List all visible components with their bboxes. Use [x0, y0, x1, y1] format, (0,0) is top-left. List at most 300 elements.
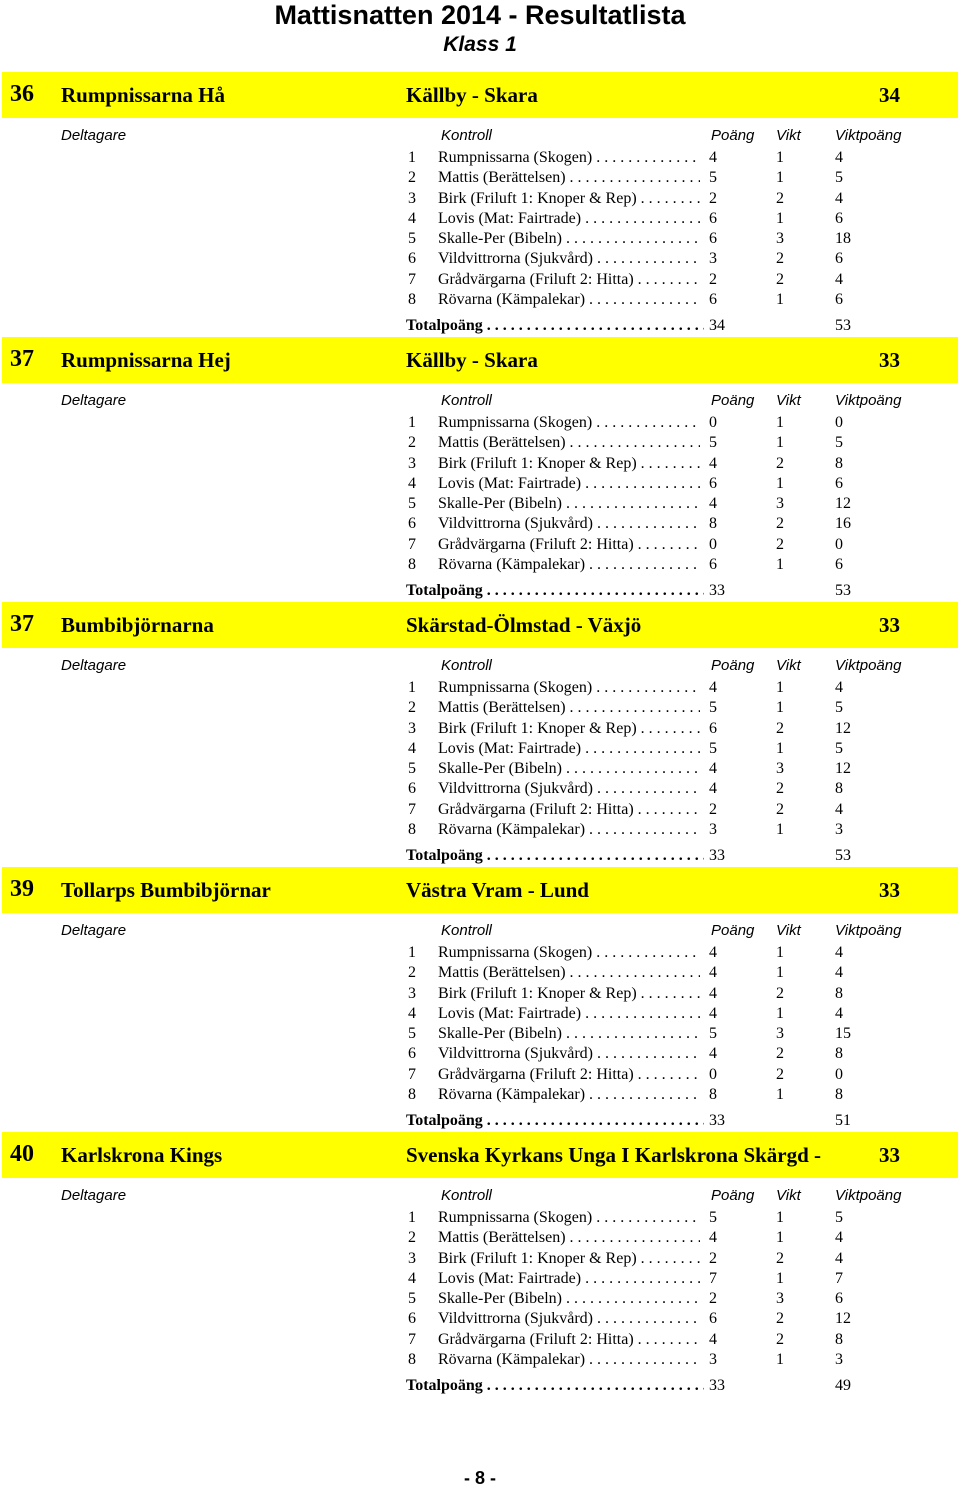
- control-weighted-points: 0: [835, 535, 843, 553]
- team-club: Svenska Kyrkans Unga I Karlskrona Skärgd -: [406, 1143, 822, 1167]
- total-weighted-points: 53: [835, 582, 851, 599]
- control-weight: 2: [776, 1045, 784, 1063]
- control-name: Birk (Friluft 1: Knoper & Rep) . . .: [438, 454, 700, 474]
- page-subtitle: Klass 1: [443, 33, 517, 56]
- team-name: Karlskrona Kings: [61, 1143, 223, 1167]
- table-row: [0, 1228, 960, 1248]
- control-points: 6: [709, 719, 717, 737]
- control-points: 4: [709, 1004, 717, 1022]
- control-points: 4: [709, 679, 717, 696]
- control-number: 5: [408, 760, 416, 778]
- control-points: 4: [709, 760, 717, 778]
- table-row: [0, 943, 960, 963]
- control-name: Lovis (Mat: Fairtrade) . . .: [438, 739, 700, 759]
- control-name: Rövarna (Kämpalekar) . . .: [438, 1350, 700, 1370]
- control-points: 4: [709, 1045, 717, 1063]
- control-weighted-points: 5: [835, 699, 843, 717]
- total-row: [0, 581, 960, 601]
- control-number: 8: [408, 821, 416, 839]
- table-row: [0, 739, 960, 759]
- team-block: [0, 72, 960, 337]
- control-name: Rumpnissarna (Skogen) . . .: [438, 148, 700, 168]
- control-number: 1: [408, 414, 416, 431]
- control-points: 2: [709, 1249, 717, 1267]
- table-row: [0, 189, 960, 209]
- control-points: 4: [709, 944, 717, 961]
- column-header-viktpoang: Viktpoäng: [835, 1187, 902, 1204]
- control-points: 6: [709, 1310, 717, 1328]
- table-row: [0, 1309, 960, 1329]
- control-rows: [0, 1208, 960, 1370]
- control-weight: 1: [776, 169, 784, 187]
- table-row: [0, 1044, 960, 1064]
- control-points: 6: [709, 230, 717, 248]
- control-weighted-points: 6: [835, 1290, 843, 1308]
- control-number: 6: [408, 780, 416, 798]
- team-name: Rumpnissarna Hå: [61, 83, 225, 107]
- control-number: 2: [408, 1229, 416, 1247]
- column-header-deltagare: Deltagare: [61, 392, 127, 409]
- column-header-kontroll: Kontroll: [441, 127, 492, 144]
- control-weighted-points: 6: [835, 291, 843, 309]
- control-name: Skalle-Per (Bibeln) . . .: [438, 229, 700, 249]
- control-points: 3: [709, 250, 717, 268]
- control-number: 3: [408, 984, 416, 1002]
- control-name: Mattis (Berättelsen) . . .: [438, 168, 700, 188]
- control-number: 8: [408, 291, 416, 309]
- column-header-kontroll: Kontroll: [441, 657, 492, 674]
- control-weighted-points: 4: [835, 1229, 843, 1247]
- total-points: 33: [709, 1377, 725, 1394]
- control-weighted-points: 15: [835, 1025, 851, 1043]
- column-header-vikt: Vikt: [776, 127, 801, 144]
- control-points: 2: [709, 1290, 717, 1308]
- control-points: 6: [709, 556, 717, 574]
- control-points: 5: [709, 1025, 717, 1043]
- control-number: 4: [408, 739, 416, 757]
- control-name: Rövarna (Kämpalekar) . . .: [438, 555, 700, 575]
- control-points: 4: [709, 454, 717, 472]
- control-points: 5: [709, 434, 717, 452]
- control-weighted-points: 4: [835, 800, 843, 818]
- control-weight: 2: [776, 454, 784, 472]
- control-name: Rumpnissarna (Skogen) . . .: [438, 413, 700, 433]
- control-weighted-points: 8: [835, 780, 843, 798]
- control-name: Vildvittrorna (Sjukvård) . . .: [438, 1044, 700, 1064]
- control-name: Lovis (Mat: Fairtrade) . . .: [438, 1269, 700, 1289]
- control-name: Skalle-Per (Bibeln) . . .: [438, 1289, 700, 1309]
- control-weight: 3: [776, 760, 784, 778]
- table-row: [0, 1208, 960, 1228]
- control-number: 7: [408, 800, 416, 818]
- table-row: [0, 514, 960, 534]
- table-row: [0, 413, 960, 433]
- total-weighted-points: 53: [835, 317, 851, 334]
- control-weighted-points: 0: [835, 414, 843, 431]
- column-headers: [0, 656, 960, 676]
- total-weighted-points: 51: [835, 1112, 851, 1129]
- control-number: 5: [408, 1290, 416, 1308]
- table-row: [0, 290, 960, 310]
- total-row: [0, 1376, 960, 1396]
- control-name: Rumpnissarna (Skogen) . . .: [438, 678, 700, 698]
- total-label: Totalpoäng . . .: [406, 1111, 704, 1131]
- team-header: [2, 867, 958, 913]
- control-weighted-points: 8: [835, 984, 843, 1002]
- control-number: 7: [408, 1330, 416, 1348]
- control-name: Birk (Friluft 1: Knoper & Rep) . . .: [438, 719, 700, 739]
- control-name: Grådvärgarna (Friluft 2: Hitta) . . .: [438, 800, 700, 820]
- column-header-vikt: Vikt: [776, 392, 801, 409]
- table-row: [0, 1085, 960, 1105]
- control-weighted-points: 4: [835, 270, 843, 288]
- control-points: 4: [709, 149, 717, 166]
- control-number: 2: [408, 169, 416, 187]
- table-row: [0, 535, 960, 555]
- control-number: 5: [408, 1025, 416, 1043]
- control-points: 4: [709, 495, 717, 513]
- control-name: Grådvärgarna (Friluft 2: Hitta) . . .: [438, 535, 700, 555]
- control-weight: 1: [776, 679, 784, 696]
- column-header-viktpoang: Viktpoäng: [835, 392, 902, 409]
- column-header-poang: Poäng: [711, 657, 755, 674]
- column-header-poang: Poäng: [711, 127, 755, 144]
- column-header-vikt: Vikt: [776, 922, 801, 939]
- control-number: 2: [408, 699, 416, 717]
- control-weight: 1: [776, 1004, 784, 1022]
- control-weight: 1: [776, 1269, 784, 1287]
- control-weighted-points: 8: [835, 1330, 843, 1348]
- control-number: 1: [408, 1209, 416, 1226]
- table-row: [0, 1330, 960, 1350]
- total-label: Totalpoäng . . .: [406, 581, 704, 601]
- control-weight: 1: [776, 209, 784, 227]
- control-weighted-points: 6: [835, 209, 843, 227]
- control-weighted-points: 12: [835, 760, 851, 778]
- control-weighted-points: 8: [835, 1045, 843, 1063]
- table-row: [0, 1350, 960, 1370]
- table-row: [0, 209, 960, 229]
- control-rows: [0, 943, 960, 1105]
- control-name: Grådvärgarna (Friluft 2: Hitta) . . .: [438, 270, 700, 290]
- control-weight: 1: [776, 944, 784, 961]
- control-points: 0: [709, 535, 717, 553]
- control-number: 8: [408, 1351, 416, 1369]
- control-weight: 1: [776, 1351, 784, 1369]
- control-number: 3: [408, 719, 416, 737]
- team-rank: 37: [10, 346, 34, 372]
- control-weighted-points: 4: [835, 189, 843, 207]
- column-header-vikt: Vikt: [776, 1187, 801, 1204]
- control-name: Lovis (Mat: Fairtrade) . . .: [438, 474, 700, 494]
- control-weighted-points: 8: [835, 1086, 843, 1104]
- control-weight: 1: [776, 964, 784, 982]
- table-row: [0, 984, 960, 1004]
- team-rank: 37: [10, 611, 34, 637]
- control-weighted-points: 16: [835, 515, 851, 533]
- control-weighted-points: 0: [835, 1065, 843, 1083]
- table-row: [0, 1269, 960, 1289]
- control-points: 4: [709, 984, 717, 1002]
- control-name: Birk (Friluft 1: Knoper & Rep) . . .: [438, 1249, 700, 1269]
- team-rank: 39: [10, 876, 34, 902]
- team-rank: 36: [10, 81, 34, 107]
- control-number: 5: [408, 495, 416, 513]
- team-name: Bumbibjörnarna: [61, 613, 214, 637]
- total-weighted-points: 53: [835, 847, 851, 864]
- page-number: - 8 -: [463, 1468, 496, 1488]
- total-points: 33: [709, 1112, 725, 1129]
- team-header: [2, 1132, 958, 1178]
- control-weighted-points: 3: [835, 1351, 843, 1369]
- control-name: Skalle-Per (Bibeln) . . .: [438, 1024, 700, 1044]
- total-row: [0, 1111, 960, 1131]
- control-number: 3: [408, 1249, 416, 1267]
- control-name: Birk (Friluft 1: Knoper & Rep) . . .: [438, 189, 700, 209]
- team-rank: 40: [10, 1141, 34, 1167]
- control-weighted-points: 8: [835, 454, 843, 472]
- column-header-deltagare: Deltagare: [61, 127, 127, 144]
- control-weight: 2: [776, 1330, 784, 1348]
- control-weight: 3: [776, 1290, 784, 1308]
- control-name: Lovis (Mat: Fairtrade) . . .: [438, 209, 700, 229]
- control-weight: 2: [776, 1065, 784, 1083]
- control-weight: 2: [776, 1310, 784, 1328]
- control-weight: 1: [776, 556, 784, 574]
- table-row: [0, 1289, 960, 1309]
- control-weighted-points: 12: [835, 495, 851, 513]
- control-weight: 2: [776, 189, 784, 207]
- team-block: [0, 867, 960, 1132]
- control-weight: 3: [776, 495, 784, 513]
- column-header-poang: Poäng: [711, 922, 755, 939]
- team-score: 33: [879, 613, 900, 637]
- column-headers: [0, 921, 960, 941]
- control-points: 2: [709, 800, 717, 818]
- control-number: 8: [408, 1086, 416, 1104]
- team-block: [0, 1132, 960, 1397]
- control-weight: 2: [776, 719, 784, 737]
- control-points: 5: [709, 1209, 717, 1226]
- team-header: [2, 602, 958, 648]
- team-club: Skärstad-Ölmstad - Växjö: [406, 613, 642, 637]
- control-number: 2: [408, 434, 416, 452]
- table-row: [0, 494, 960, 514]
- table-row: [0, 759, 960, 779]
- control-weighted-points: 5: [835, 169, 843, 187]
- team-block: [0, 337, 960, 602]
- table-row: [0, 820, 960, 840]
- control-weighted-points: 6: [835, 474, 843, 492]
- control-number: 3: [408, 189, 416, 207]
- control-points: 3: [709, 1351, 717, 1369]
- control-weight: 1: [776, 291, 784, 309]
- table-row: [0, 148, 960, 168]
- control-name: Mattis (Berättelsen) . . .: [438, 963, 700, 983]
- control-name: Vildvittrorna (Sjukvård) . . .: [438, 779, 700, 799]
- control-points: 5: [709, 699, 717, 717]
- control-weighted-points: 5: [835, 739, 843, 757]
- control-number: 3: [408, 454, 416, 472]
- control-weighted-points: 4: [835, 944, 843, 961]
- column-header-poang: Poäng: [711, 392, 755, 409]
- team-club: Källby - Skara: [406, 83, 538, 107]
- team-block: [0, 602, 960, 867]
- control-name: Rumpnissarna (Skogen) . . .: [438, 1208, 700, 1228]
- control-weight: 1: [776, 699, 784, 717]
- control-weighted-points: 4: [835, 964, 843, 982]
- table-row: [0, 1065, 960, 1085]
- control-name: Grådvärgarna (Friluft 2: Hitta) . . .: [438, 1330, 700, 1350]
- team-header: [2, 337, 958, 383]
- control-name: Skalle-Per (Bibeln) . . .: [438, 759, 700, 779]
- table-row: [0, 270, 960, 290]
- column-header-deltagare: Deltagare: [61, 922, 127, 939]
- team-name: Tollarps Bumbibjörnar: [61, 878, 271, 902]
- team-header: [2, 72, 958, 118]
- table-row: [0, 555, 960, 575]
- table-row: [0, 1249, 960, 1269]
- control-weight: 2: [776, 535, 784, 553]
- control-weighted-points: 18: [835, 230, 851, 248]
- control-rows: [0, 678, 960, 840]
- control-weight: 1: [776, 474, 784, 492]
- table-row: [0, 963, 960, 983]
- control-points: 2: [709, 189, 717, 207]
- control-number: 4: [408, 1269, 416, 1287]
- control-number: 6: [408, 1310, 416, 1328]
- total-row: [0, 316, 960, 336]
- table-row: [0, 678, 960, 698]
- column-header-viktpoang: Viktpoäng: [835, 127, 902, 144]
- table-row: [0, 1024, 960, 1044]
- table-row: [0, 800, 960, 820]
- control-number: 4: [408, 1004, 416, 1022]
- column-headers: [0, 1186, 960, 1206]
- control-weighted-points: 3: [835, 821, 843, 839]
- column-header-kontroll: Kontroll: [441, 922, 492, 939]
- control-points: 4: [709, 964, 717, 982]
- table-row: [0, 433, 960, 453]
- control-name: Skalle-Per (Bibeln) . . .: [438, 494, 700, 514]
- column-header-poang: Poäng: [711, 1187, 755, 1204]
- control-points: 6: [709, 209, 717, 227]
- control-number: 7: [408, 535, 416, 553]
- team-club: Källby - Skara: [406, 348, 538, 372]
- control-number: 1: [408, 149, 416, 166]
- column-header-deltagare: Deltagare: [61, 657, 127, 674]
- total-points: 33: [709, 847, 725, 864]
- control-points: 4: [709, 1229, 717, 1247]
- control-weighted-points: 4: [835, 1249, 843, 1267]
- control-number: 4: [408, 209, 416, 227]
- control-number: 4: [408, 474, 416, 492]
- table-row: [0, 719, 960, 739]
- control-number: 1: [408, 944, 416, 961]
- control-weight: 1: [776, 414, 784, 431]
- control-weighted-points: 5: [835, 1209, 843, 1226]
- control-points: 0: [709, 414, 717, 431]
- column-header-viktpoang: Viktpoäng: [835, 657, 902, 674]
- control-name: Vildvittrorna (Sjukvård) . . .: [438, 1309, 700, 1329]
- control-name: Vildvittrorna (Sjukvård) . . .: [438, 249, 700, 269]
- control-name: Birk (Friluft 1: Knoper & Rep) . . .: [438, 984, 700, 1004]
- control-points: 5: [709, 739, 717, 757]
- control-name: Mattis (Berättelsen) . . .: [438, 433, 700, 453]
- control-weight: 1: [776, 434, 784, 452]
- control-weight: 2: [776, 800, 784, 818]
- control-weighted-points: 5: [835, 434, 843, 452]
- control-rows: [0, 148, 960, 310]
- control-weight: 1: [776, 149, 784, 166]
- control-weight: 1: [776, 1209, 784, 1226]
- control-weight: 1: [776, 1086, 784, 1104]
- control-number: 6: [408, 250, 416, 268]
- control-weighted-points: 4: [835, 679, 843, 696]
- control-points: 0: [709, 1065, 717, 1083]
- table-row: [0, 249, 960, 269]
- control-weight: 2: [776, 515, 784, 533]
- control-points: 8: [709, 1086, 717, 1104]
- control-weighted-points: 6: [835, 250, 843, 268]
- total-points: 34: [709, 317, 725, 334]
- control-name: Lovis (Mat: Fairtrade) . . .: [438, 1004, 700, 1024]
- column-header-vikt: Vikt: [776, 657, 801, 674]
- control-number: 6: [408, 515, 416, 533]
- control-weighted-points: 12: [835, 1310, 851, 1328]
- team-score: 33: [879, 1143, 900, 1167]
- total-label: Totalpoäng . . .: [406, 316, 704, 336]
- control-weight: 1: [776, 1229, 784, 1247]
- column-header-deltagare: Deltagare: [61, 1187, 127, 1204]
- column-header-kontroll: Kontroll: [441, 1187, 492, 1204]
- control-name: Rövarna (Kämpalekar) . . .: [438, 820, 700, 840]
- control-weighted-points: 12: [835, 719, 851, 737]
- table-row: [0, 779, 960, 799]
- column-headers: [0, 391, 960, 411]
- control-name: Vildvittrorna (Sjukvård) . . .: [438, 514, 700, 534]
- control-number: 2: [408, 964, 416, 982]
- table-row: [0, 1004, 960, 1024]
- control-points: 6: [709, 474, 717, 492]
- table-row: [0, 229, 960, 249]
- control-weighted-points: 4: [835, 149, 843, 166]
- control-weight: 1: [776, 739, 784, 757]
- control-points: 4: [709, 1330, 717, 1348]
- team-score: 33: [879, 878, 900, 902]
- control-number: 6: [408, 1045, 416, 1063]
- control-weighted-points: 7: [835, 1269, 843, 1287]
- control-weight: 3: [776, 230, 784, 248]
- control-weight: 2: [776, 250, 784, 268]
- table-row: [0, 454, 960, 474]
- control-points: 5: [709, 169, 717, 187]
- control-weight: 3: [776, 1025, 784, 1043]
- control-number: 1: [408, 679, 416, 696]
- control-weight: 2: [776, 1249, 784, 1267]
- total-points: 33: [709, 582, 725, 599]
- table-row: [0, 474, 960, 494]
- control-number: 5: [408, 230, 416, 248]
- team-score: 34: [879, 83, 900, 107]
- team-name: Rumpnissarna Hej: [61, 348, 231, 372]
- control-weight: 2: [776, 984, 784, 1002]
- page-title: Mattisnatten 2014 - Resultatlista: [274, 0, 686, 30]
- team-club: Västra Vram - Lund: [406, 878, 589, 902]
- control-weight: 2: [776, 270, 784, 288]
- control-rows: [0, 413, 960, 575]
- control-number: 7: [408, 1065, 416, 1083]
